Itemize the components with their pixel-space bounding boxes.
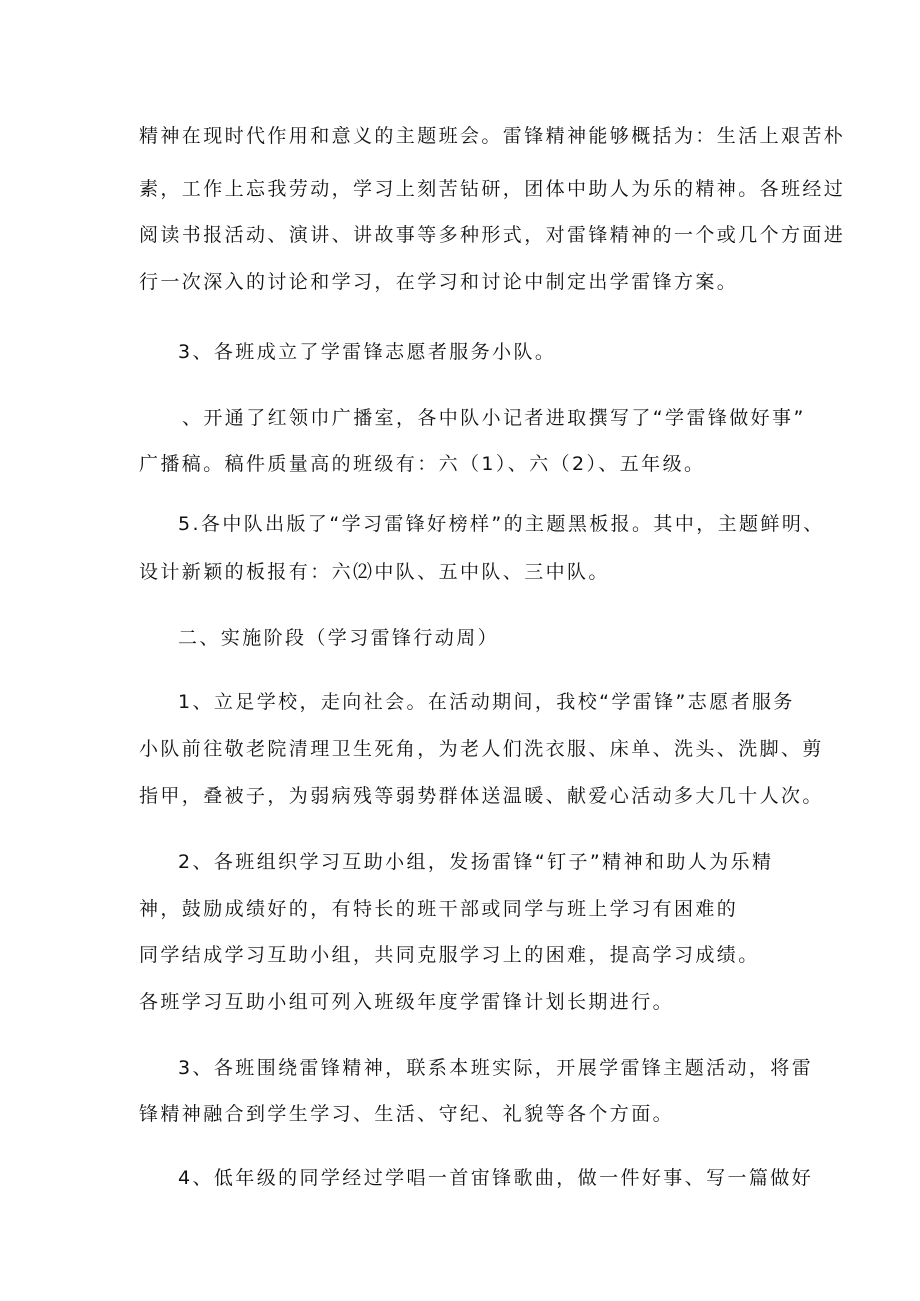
text-line: 、开通了红领巾广播室，各中队小记者进取撰写了“学雷锋做好事” xyxy=(182,407,806,429)
text-line: 小队前往敬老院清理卫生死角，为老人们洗衣服、床单、洗头、洗脚、剪 xyxy=(139,738,824,760)
text-line: 5.各中队出版了“学习雷锋好榜样”的主题黑板报。其中，主题鲜明、 xyxy=(178,513,825,535)
text-line: 4、低年级的同学经过学唱一首宙锋歌曲，做一件好事、写一篇做好 xyxy=(178,1167,814,1189)
text-line: 同学结成学习互助小组，共同克服学习上的困难，提高学习成绩。 xyxy=(139,944,760,966)
text-line: 神，鼓励成绩好的，有特长的班干部或同学与班上学习有困难的 xyxy=(139,898,739,920)
text-line: 精神在现时代作用和意义的主题班会。雷锋精神能够概括为：生活上艰苦朴 xyxy=(139,125,846,147)
text-line: 阅读书报活动、演讲、讲故事等多种形式，对雷锋精神的一个或几个方面进 xyxy=(139,224,846,246)
text-line: 素，工作上忘我劳动，学习上刻苦钻研，团体中助人为乐的精神。各班经过 xyxy=(139,178,846,200)
text-line: 1、立足学校，走向社会。在活动期间，我校“学雷锋”志愿者服务 xyxy=(178,691,795,713)
text-line: 各班学习互助小组可列入班级年度学雷锋计划长期进行。 xyxy=(139,991,675,1013)
text-line: 指甲，叠被子，为弱病残等弱势群体送温暖、献爱心活动多大几十人次。 xyxy=(139,785,824,807)
text-line: 设计新颖的板报有：六⑵中队、五中队、三中队。 xyxy=(139,561,610,583)
text-line: 3、各班围绕雷锋精神，联系本班实际，开展学雷锋主题活动，将雷 xyxy=(178,1057,814,1079)
text-line: 2、各班组织学习互助小组，发扬雷锋“钉子”精神和助人为乐精 xyxy=(178,851,774,873)
text-line: 广播稿。稿件质量高的班级有：六（1）、六（2）、五年级。 xyxy=(139,453,706,475)
section-heading: 二、实施阶段（学习雷锋行动周） xyxy=(178,627,500,649)
text-line: 锋精神融合到学生学习、生活、守纪、礼貌等各个方面。 xyxy=(139,1103,675,1125)
text-line: 行一次深入的讨论和学习，在学习和讨论中制定出学雷锋方案。 xyxy=(139,271,739,293)
text-line: 3、各班成立了学雷锋志愿者服务小队。 xyxy=(178,341,557,363)
